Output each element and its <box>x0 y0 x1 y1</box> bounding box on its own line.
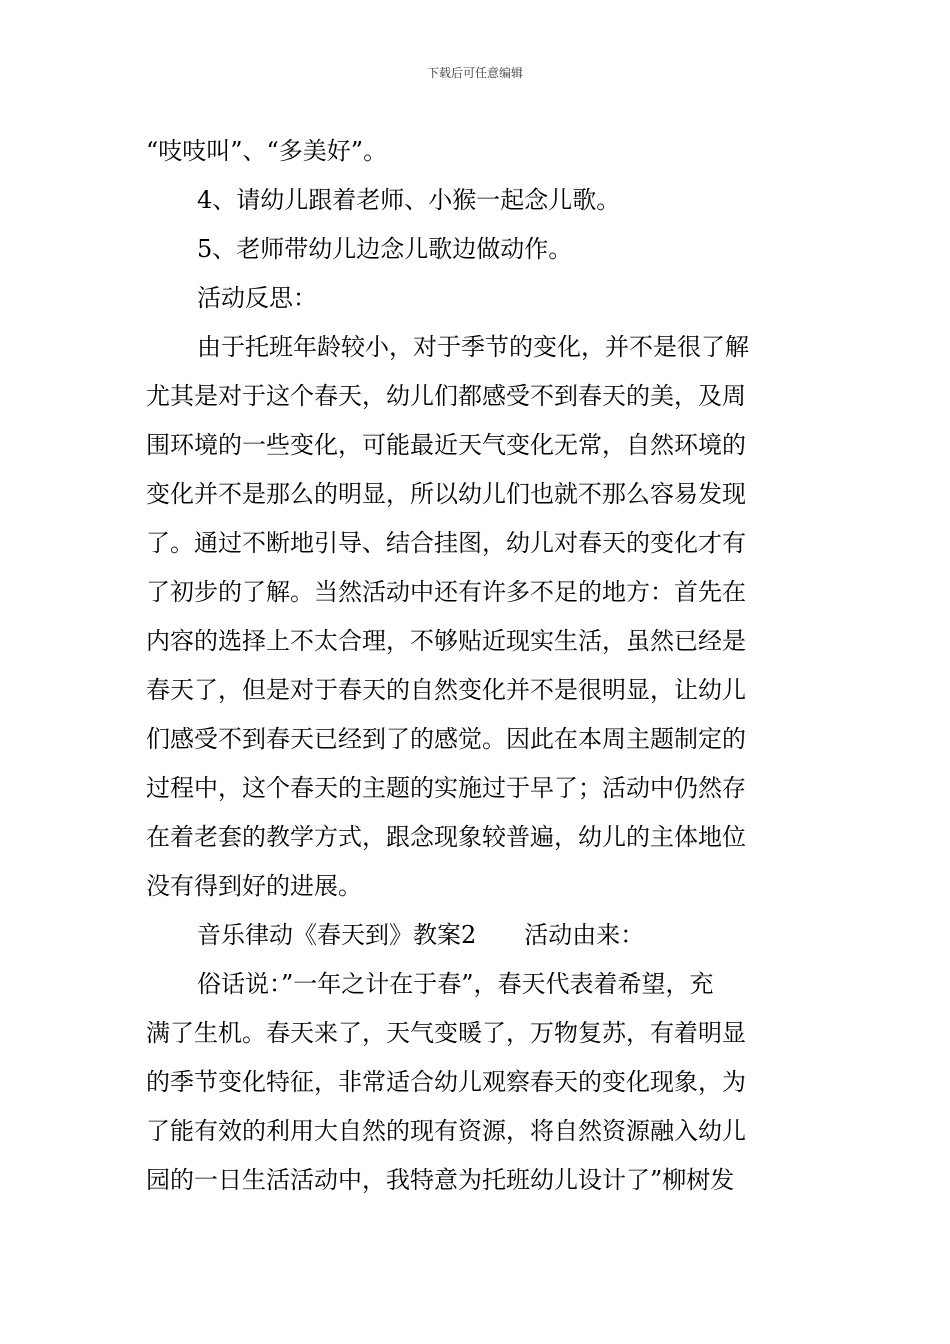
text-line: 由于托班年龄较小，对于季节的变化，并不是很了解 <box>197 333 749 361</box>
text-line: “吱吱叫”、“多美好”。 <box>146 137 388 165</box>
text-line: 俗话说：”一年之计在于春”，春天代表着希望，充 <box>197 970 714 998</box>
lesson-title: 音乐律动《春天到》教案2 <box>197 921 477 949</box>
text-line: 满了生机。春天来了，天气变暖了，万物复苏，有着明显 <box>146 1019 746 1047</box>
section-heading-origin: 活动由来： <box>524 921 645 949</box>
text-line: 春天了，但是对于春天的自然变化并不是很明显，让幼儿 <box>146 676 746 704</box>
text-line: 在着老套的教学方式，跟念现象较普遍，幼儿的主体地位 <box>146 823 746 851</box>
text-line: 了。通过不断地引导、结合挂图，幼儿对春天的变化才有 <box>146 529 746 557</box>
section-heading-reflection: 活动反思： <box>197 284 317 312</box>
document-body <box>146 127 810 1205</box>
text-line: 4、请幼儿跟着老师、小猴一起念儿歌。 <box>197 186 621 214</box>
text-line: 变化并不是那么的明显，所以幼儿们也就不那么容易发现 <box>146 480 746 508</box>
text-line: 了初步的了解。当然活动中还有许多不足的地方：首先在 <box>146 578 746 606</box>
text-line: 尤其是对于这个春天，幼儿们都感受不到春天的美，及周 <box>146 382 746 410</box>
lesson-title-line <box>146 911 810 960</box>
text-line: 们感受不到春天已经到了的感觉。因此在本周主题制定的 <box>146 725 746 753</box>
text-line: 围环境的一些变化，可能最近天气变化无常，自然环境的 <box>146 431 746 459</box>
text-line: 的季节变化特征，非常适合幼儿观察春天的变化现象，为 <box>146 1068 746 1096</box>
text-line: 过程中，这个春天的主题的实施过于早了；活动中仍然存 <box>146 774 746 802</box>
text-line: 5、老师带幼儿边念儿歌边做动作。 <box>197 235 573 263</box>
text-line: 园的一日生活活动中，我特意为托班幼儿设计了”柳树发 <box>146 1166 735 1194</box>
text-line: 没有得到好的进展。 <box>146 872 362 900</box>
text-line: 了能有效的利用大自然的现有资源，将自然资源融入幼儿 <box>146 1117 746 1145</box>
page-header-note: 下载后可任意编辑 <box>426 66 523 80</box>
text-line: 内容的选择上不太合理，不够贴近现实生活，虽然已经是 <box>146 627 746 655</box>
